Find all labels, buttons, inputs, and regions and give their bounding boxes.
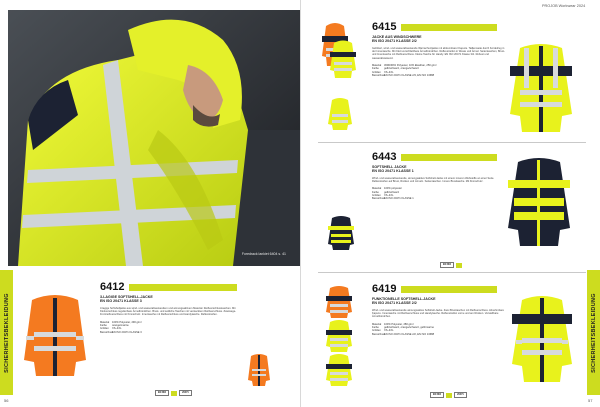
product-6443	[372, 152, 507, 201]
product-description: Wind- und wasserabweisende, atmungsaktive Softshell-Jacke mit einem inneren Webstoffe an einer Seite. Reflexstreifen auf Brust, Rücken und Ärmeln. Seitentaschen. Innere Brusttasche. Mit Kinnschutz.	[372, 176, 495, 184]
left-side-band	[0, 270, 13, 395]
jacket-6415-main	[510, 40, 572, 137]
product-number: 6419	[372, 284, 512, 295]
jacket-6443-thumb	[328, 214, 354, 255]
header-brand: PROJOB Workwear 2024	[542, 4, 586, 8]
jacket-6415-thumb-yellow-2	[328, 96, 352, 135]
product-6412	[100, 282, 240, 334]
page-number-left: 56	[4, 398, 9, 403]
product-description: 3-lagige Softshelljacke aus wind- und wasserabweisendem und atmungsaktivem Material. Reißverschlusstaschen. Mit Klettverschluss regulierbare Ärmelbündchen. Brust- und seitliche Taschen mit verstecktem Reißverschluss. Zweiwege-Frontreißverschluss mit Kinnschutz. Innentasche mit Reißverschluss und Handytasche. Reflexstreifen.	[100, 306, 237, 317]
side-band-label: SICHERHEITSBEKLEIDUNG	[3, 292, 10, 373]
cert-badge: 20471	[179, 390, 192, 396]
jacket-6419-thumb-yellow-2	[326, 352, 352, 391]
product-6415	[372, 22, 507, 77]
cert-strip-6443	[440, 262, 462, 268]
product-6419	[372, 284, 512, 336]
cert-badge: EN ISO	[155, 390, 169, 396]
product-specs: Material 100% polyester Farbe gelb/schwarz Größen XS–4XL Bezeichner EN ISO 20471 KLASSE 1	[372, 187, 414, 201]
jacket-6415-thumb-yellow	[330, 38, 356, 83]
product-number: 6415	[372, 22, 507, 33]
right-side-band	[587, 270, 600, 395]
cert-strip-6419	[430, 392, 467, 398]
page-number-right: 57	[588, 398, 593, 403]
product-number: 6443	[372, 152, 507, 163]
product-name: FUNKTIONELLE SOFTSHELL-JACKE EN ISO 20471 KLASSE 2/2	[372, 297, 436, 306]
jacket-6412-main	[24, 290, 86, 381]
cert-strip-6412	[155, 390, 192, 396]
side-band-label: SICHERHEITSBEKLEIDUNG	[590, 292, 597, 373]
section-divider	[318, 142, 586, 143]
hero-caption: Foredrack lankiet 6404 s. 41	[241, 252, 286, 256]
product-name: JACKE AUS WINDSCHWERE EN ISO 20471 KLASSE 2/2	[372, 35, 422, 44]
jacket-6443-main	[508, 154, 570, 251]
product-specs: Material 300D/90% Polyester, 10% Elasthan, 250 g/m² Farbe gelb/schwarz, orange/schwarz Größen XS–4XL Bezeichner EN ISO 20471 KLASSE 2/3, EN ISO 13688	[372, 64, 437, 77]
product-description: Wind- und wasserabweisende atmungsaktive Softshell-Jacke. Zwei Brusttaschen mit Reißverschluss. Abnehmbare Kapuze. Innentasche mit Reißverschluss und Handytasche. Reflexstreifen vorne und am Rücken. Verstellbare Ärmelbündchen.	[372, 308, 504, 319]
product-name: 3-LAGIGE SOFTSHELL-JACKE EN ISO 20471 KLASSE 3	[100, 295, 153, 304]
cert-badge: EN ISO	[440, 262, 454, 268]
cert-color-box	[446, 393, 452, 398]
jacket-6412-thumb	[248, 352, 270, 391]
cert-badge: 20471	[454, 392, 467, 398]
product-specs: Material 100% Polyester, 290 g/m² Farbe orange/marine Größen XS–4XL Bezeichner EN ISO 20471 KLASSE 3	[100, 320, 142, 334]
hero-worker-illustration	[8, 10, 300, 266]
product-specs: Material 100% Polyester, 280 g/m² Farbe gelb/schwarz, orange/schwarz, gelb/marine Größen XS–4XL Bezeichner EN ISO 20471 KLASSE 2/2, EN ISO 13688	[372, 322, 435, 336]
cert-color-box	[171, 391, 177, 396]
jacket-6419-main	[512, 292, 572, 387]
cert-color-box	[456, 263, 462, 268]
product-name: SOFTSHELL JACKE EN ISO 20471 KLASSE 1	[372, 165, 414, 174]
cert-badge: EN ISO	[430, 392, 444, 398]
product-number: 6412	[100, 282, 240, 293]
hero-photo	[8, 10, 300, 266]
product-description: Gefüttert, wind- und wasserabweisende Warnschutzjacke mit abtrennbarer Kapuze. Taillenweite durch Kordelzug in der Innentasche. Mit Klett verschließbare Ärmelbündchen. Reflexstreifen in Weste und Ärmel. Seitentaschen, Brust- und Innentasche mit Reißverschluss. Kleine Tasche für Handy. EN ISO 20471 Klasse 3/2. Robust und wasserabweisend.	[372, 46, 505, 60]
section-divider	[318, 272, 586, 273]
